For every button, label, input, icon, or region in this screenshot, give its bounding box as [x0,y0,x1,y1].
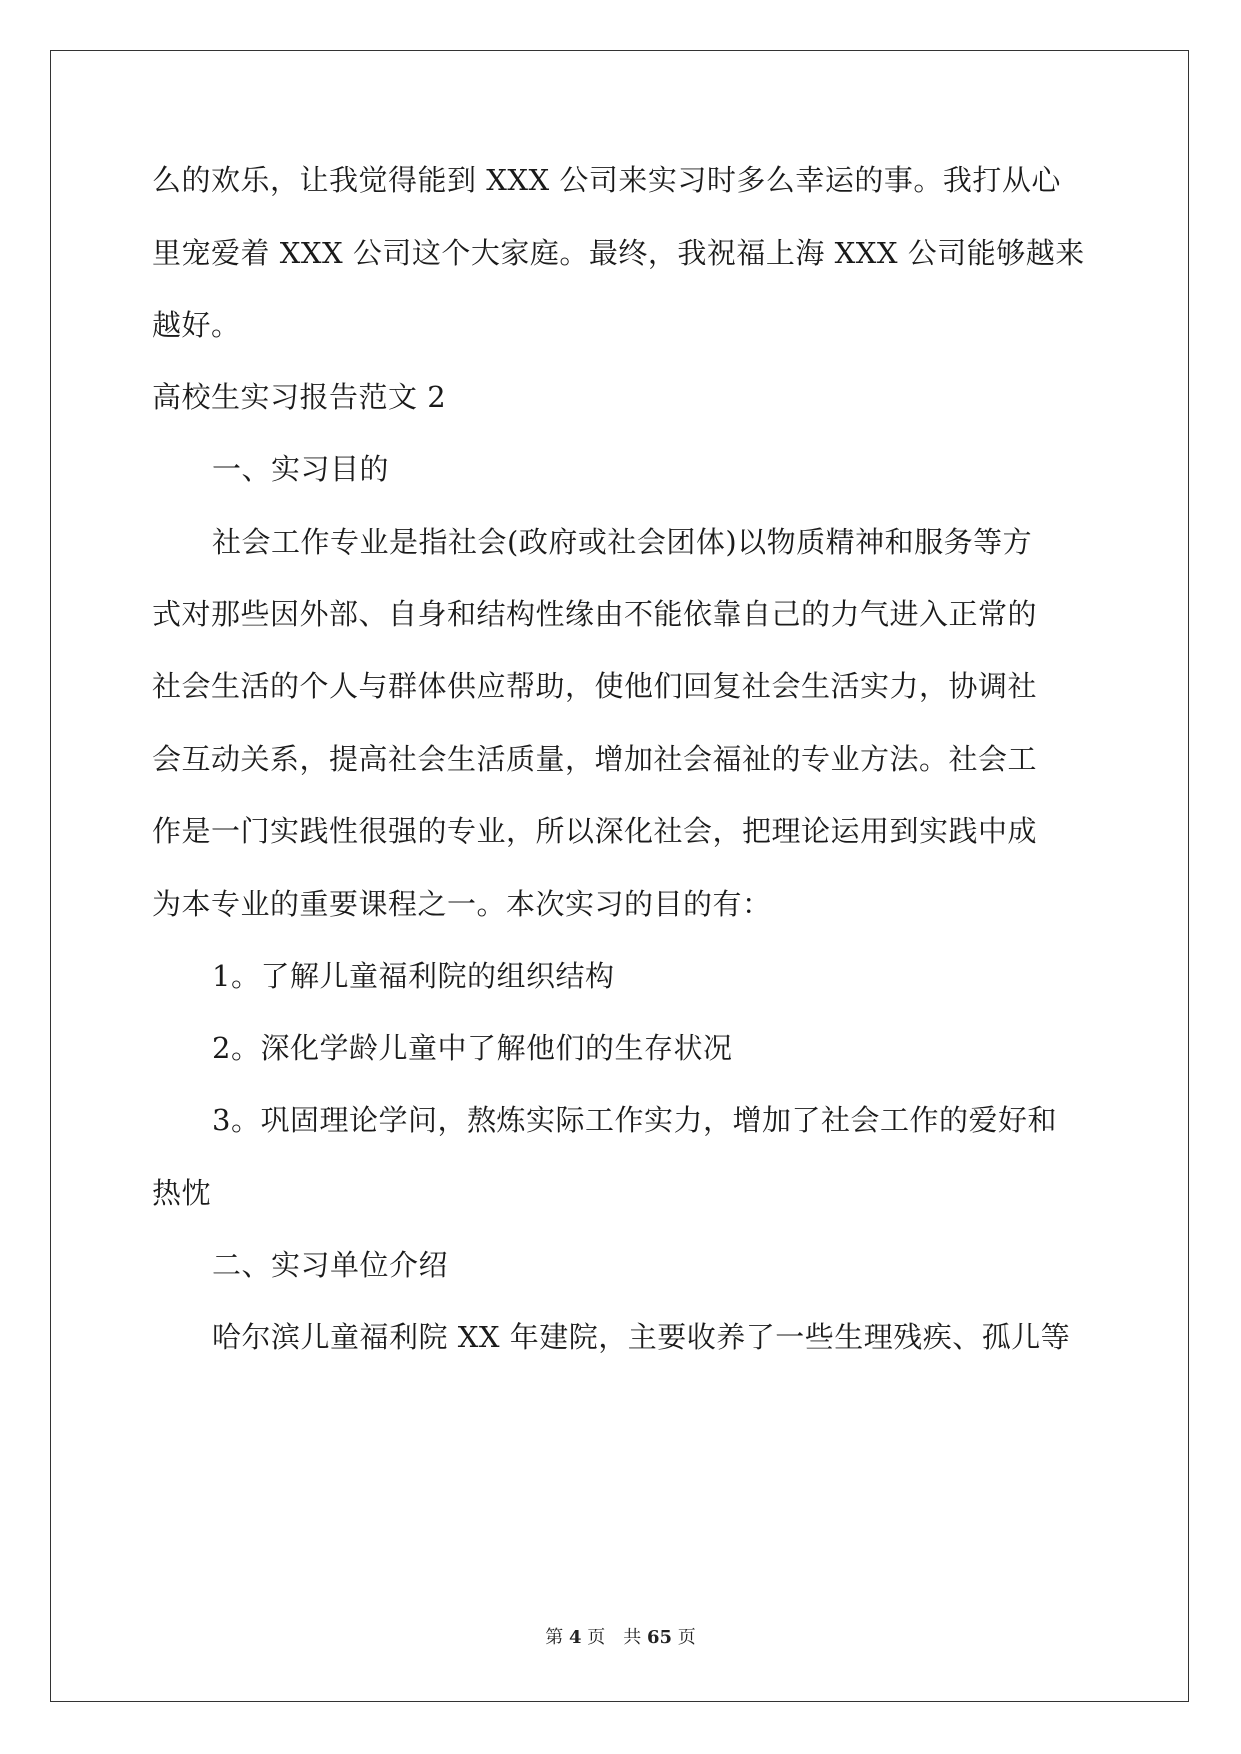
body-line: 么的欢乐，让我觉得能到 XXX 公司来实习时多么幸运的事。我打从心 [152,163,1061,197]
body-line: 作是一门实践性很强的专业，所以深化社会，把理论运用到实践中成 [152,814,1038,848]
page-footer [0,1626,1241,1650]
section-title: 高校生实习报告范文 2 [152,380,447,414]
total-page-count: 65 [646,1627,673,1648]
body-line: 热忱 [152,1176,212,1210]
body-line: 社会工作专业是指社会(政府或社会团体)以物质精神和服务等方 [212,525,1033,559]
section-heading: 二、实习单位介绍 [212,1248,449,1282]
body-line: 里宠爱着 XXX 公司这个大家庭。最终，我祝福上海 XXX 公司能够越来 [152,236,1085,270]
list-item: 3。巩固理论学问，熬炼实际工作实力，增加了社会工作的爱好和 [212,1103,1057,1137]
body-line: 哈尔滨儿童福利院 XX 年建院，主要收养了一些生理残疾、孤儿等 [212,1320,1071,1354]
current-page-number: 4 [568,1627,582,1648]
body-line: 会互动关系，提高社会生活质量，增加社会福祉的专业方法。社会工 [152,742,1038,776]
body-line: 式对那些因外部、自身和结构性缘由不能依靠自己的力气进入正常的 [152,597,1038,631]
footer-suffix: 页 [677,1627,696,1648]
section-heading: 一、实习目的 [212,452,390,486]
body-line: 越好。 [152,308,241,342]
list-item: 1。了解儿童福利院的组织结构 [212,959,615,993]
page-border [50,50,1189,1702]
list-item: 2。深化学龄儿童中了解他们的生存状况 [212,1031,733,1065]
footer-mid: 页 共 [587,1627,642,1648]
body-line: 社会生活的个人与群体供应帮助，使他们回复社会生活实力，协调社 [152,669,1038,703]
body-line: 为本专业的重要课程之一。本次实习的目的有： [152,887,772,921]
footer-prefix: 第 [545,1627,564,1648]
